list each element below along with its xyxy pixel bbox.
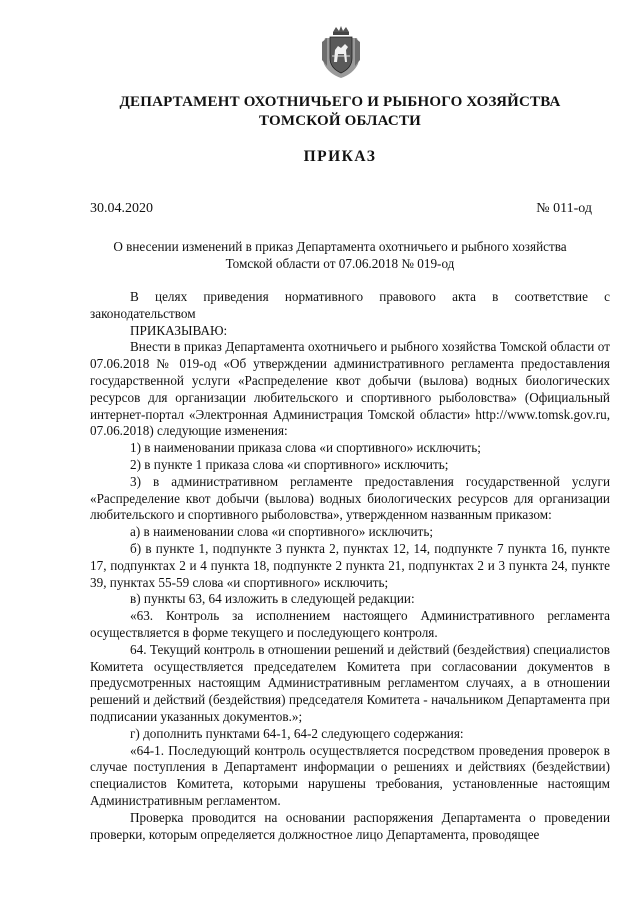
paragraph: В целях приведения нормативного правового акта в соответствие с законодательством [90, 289, 610, 321]
paragraph-order-word: ПРИКАЗЫВАЮ: [130, 322, 228, 338]
department-name [90, 93, 590, 131]
paragraph: в) пункты 63, 64 изложить в следующей редакции: [130, 591, 415, 607]
paragraph: Проверка проводится на основании распоряжения Департамента о проведении проверки, которым определяется должностное лицо Департамента, проводящее [90, 809, 610, 842]
department-name-line1: ДЕПАРТАМЕНТ ОХОТНИЧЬЕГО И РЫБНОГО ХОЗЯЙСТВА [119, 94, 561, 110]
paragraph: 2) в пункте 1 приказа слова «и спортивного» исключить; [130, 456, 449, 472]
paragraph: 64. Текущий контроль в отношении решений и действий (бездействия) специалистов Комитета осуществляется председателем Комитета при согласовании документов в предусмотренных настоящим Административным регламентом случаях, а в отношении решений и действий (бездействия) председателя Комитета - начальником Департамента при подписании указанных документов.»; [90, 641, 610, 724]
document-subject [90, 238, 590, 272]
department-name-line2: ТОМСКОЙ ОБЛАСТИ [258, 113, 422, 129]
paragraph: «64-1. Последующий контроль осуществляется посредством проведения проверок в случае поступления в Департамент информации о решениях и действиях (бездействии) специалистов Комитета, которыми нарушены требования, установленные настоящим Административным регламентом. [90, 742, 610, 808]
paragraph: г) дополнить пунктами 64-1, 64-2 следующего содержания: [130, 725, 464, 741]
subject-line1: О внесении изменений в приказ Департамента охотничьего и рыбного хозяйства [113, 239, 567, 254]
paragraph: 1) в наименовании приказа слова «и спортивного» исключить; [130, 440, 481, 456]
document-body [90, 289, 610, 843]
document-type: ПРИКАЗ [303, 148, 377, 165]
coat-of-arms-icon [319, 26, 363, 80]
paragraph: «63. Контроль за исполнением настоящего Административного регламента осуществляется в форме текущего и последующего контроля. [90, 608, 610, 640]
subject-line2: Томской области от 07.06.2018 № 019-од [225, 256, 455, 271]
document-number: № 011-од [536, 201, 592, 216]
paragraph: а) в наименовании слова «и спортивного» исключить; [130, 524, 434, 540]
paragraph: Внести в приказ Департамента охотничьего и рыбного хозяйства Томской области от 07.06.2018 № 019-од «Об утверждении административного регламента предоставления государственной услуги «Распределение квот добычи (вылова) водных биологических ресурсов для организации любительского и спортивного рыболовства» (Официальный интернет-портал «Электронная Администрация Томской области» http://www.tomsk.gov.ru, 07.06.2018) следующие изменения: [90, 339, 610, 439]
paragraph: 3) в административном регламенте предоставления государственной услуги «Распределение квот добычи (вылова) водных биологических ресурсов для организации любительского и спортивного рыболовства», утвержденном названным приказом: [90, 473, 610, 523]
document-date: 30.04.2020 [90, 201, 153, 216]
paragraph: б) в пункте 1, подпункте 3 пункта 2, пунктах 12, 14, подпункте 7 пункта 16, пункте 17, подпунктах 2 и 4 пункта 18, подпункте 2 пункта 21, подпунктах 2 и 3 пункта 24, пункте 39, пунктах 55-59 слова «и спортивного» исключить; [90, 540, 610, 590]
